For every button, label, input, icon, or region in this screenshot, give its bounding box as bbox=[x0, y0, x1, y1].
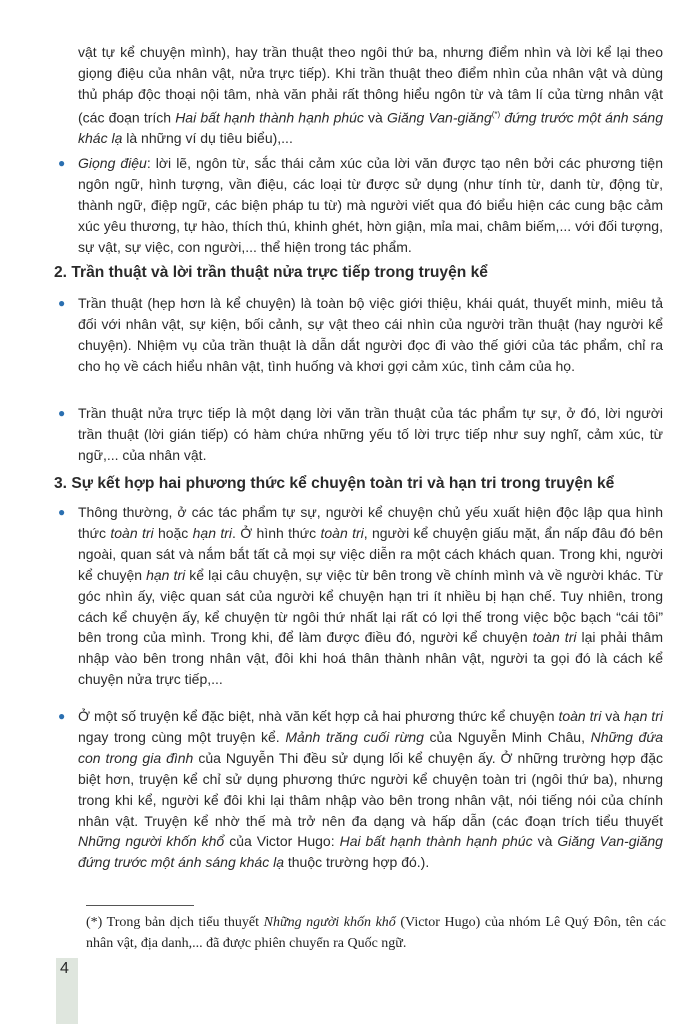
text-run: (Victor Hugo) của nhóm Lê Quý Đôn, tên các nhân vật, địa danh,... đã được phiên chuyển ra Quốc ngữ. bbox=[86, 915, 666, 951]
italic-term: toàn tri bbox=[320, 524, 364, 541]
text-run: và bbox=[363, 109, 387, 126]
italic-title: Giăng Van-giăng bbox=[386, 109, 492, 126]
section-2-bullet-2 bbox=[58, 403, 663, 466]
text-run: Thông thường, ở các tác phẩm tự sự, người kể chuyện chủ yếu xuất hiện độc lập qua hình thức bbox=[78, 504, 663, 541]
italic-title: Hai bất hạnh thành hạnh phúc bbox=[175, 109, 364, 126]
italic-title: Hai bất hạnh thành hạnh phúc bbox=[339, 833, 533, 850]
text-run: và bbox=[601, 708, 624, 724]
text-run: : lời lẽ, ngôn từ, sắc thái cảm xúc của lời văn được tạo nên bởi các phương tiện ngôn ngữ, hình tượng, vần điệu, các loại từ được sử dụng (như tính từ, danh từ, động từ, thành ngữ, điệp ngữ, các biện pháp tu từ) mà người viết qua đó biểu hiện các cung bậc cảm xúc yêu thương, tự hào, thích thú, khinh ghét, hờn giận, mỉa mai, châm biếm,... với đối tượng, sự vật, sự việc, con người,... thể hiện trong tác phẩm. bbox=[78, 155, 664, 255]
text-run: . Ở hình thức bbox=[232, 524, 321, 541]
bullet-icon: ● bbox=[58, 505, 66, 519]
text-run: vật tự kể chuyện mình), hay trần thuật theo ngôi thứ ba, nhưng điểm nhìn và lời kể lại theo giọng điệu của nhân vật, nửa trực tiếp). Khi trần thuật theo điểm nhìn của nhân vật và dùng thủ pháp độc thoại nội tâm, nhà văn phải rất thông hiểu ngôn từ và tâm lí của từng nhân vật (các đoạn trích bbox=[78, 44, 663, 126]
section-3-bullet-1 bbox=[58, 502, 663, 690]
page-number: 4 bbox=[60, 960, 69, 977]
footnote-divider bbox=[86, 905, 194, 906]
text-run: ngay trong cùng một truyện kể. bbox=[78, 728, 286, 745]
text-run: Trần thuật (hẹp hơn là kể chuyện) là toàn bộ việc giới thiệu, khái quát, thuyết minh, miêu tả đối với nhân vật, sự kiện, bối cảnh, sự vật theo cái nhìn của người trần thuật (hay người kể chuyện). Nhiệm vụ của trần thuật là dẫn dắt người đọc đi vào thế giới của tác phẩm, chỉ ra cho họ về cách hiểu nhân vật, tình huống và khơi gợi cảm xúc, tình cảm của họ. bbox=[78, 295, 663, 374]
section-2-heading: 2. Trần thuật và lời trần thuật nửa trực tiếp trong truyện kể bbox=[54, 264, 488, 281]
italic-title: Giăng Van-giăng đứng trước một ánh sáng khác lạ bbox=[78, 833, 663, 871]
italic-title: Mảnh trăng cuối rừng bbox=[285, 728, 424, 745]
italic-title: Những đứa con trong gia đình bbox=[78, 728, 664, 766]
italic-term: hạn tri bbox=[146, 566, 186, 583]
italic-term: hạn tri bbox=[192, 524, 232, 541]
text-run: , người kể chuyện giấu mặt, ẩn nấp đâu đó bên ngoài, quan sát và nắm bắt tất cả mọi sự việc diễn ra một cách khách quan. Trong khi, người kể chuyện bbox=[78, 524, 663, 583]
text-run: là những ví dụ tiêu biểu),... bbox=[122, 130, 293, 147]
italic-title: Những người khốn khổ bbox=[78, 833, 225, 850]
text-run: của Nguyễn Minh Châu, bbox=[423, 728, 591, 745]
bullet-icon: ● bbox=[58, 709, 66, 723]
text-run: hoặc bbox=[153, 524, 193, 541]
text-run: của Victor Hugo: bbox=[224, 833, 340, 850]
bullet-icon: ● bbox=[58, 406, 66, 420]
italic-term: toàn tri bbox=[110, 524, 154, 541]
italic-term: toàn tri bbox=[558, 708, 602, 724]
italic-title: đứng trước một ánh sáng khác lạ bbox=[78, 109, 663, 147]
bullet-giong-dieu bbox=[58, 153, 664, 258]
section-3-heading: 3. Sự kết hợp hai phương thức kể chuyện toàn tri và hạn tri trong truyện kể bbox=[54, 475, 615, 492]
bullet-icon: ● bbox=[58, 296, 66, 310]
footnote-marker: (*) bbox=[491, 109, 501, 119]
bullet-icon: ● bbox=[58, 156, 66, 170]
text-run: lại phải thâm nhập vào bên trong nhân vật, đôi khi hoá thân thành nhân vật, người ta gọi đó là cách kể chuyện nửa trực tiếp,... bbox=[78, 629, 663, 688]
italic-title: Những người khốn khổ bbox=[263, 915, 396, 930]
text-run: của Nguyễn Thi đều sử dụng lối kể chuyện ấy. Ở những trường hợp đặc biệt hơn, truyện kể chỉ sử dụng phương thức người kể chuyện toàn tri (ngôi thứ ba), nhưng trong khi kể, người kể đôi khi lại thâm nhập vào bên trong nhân vật, nói tiếng nói của chính nhân vật. Truyện kể nhờ thế mà trở nên đa dạng và hấp dẫn (các đoạn trích tiểu thuyết bbox=[78, 749, 663, 829]
text-run: Trần thuật nửa trực tiếp là một dạng lời văn trần thuật của tác phẩm tự sự, ở đó, lời người trần thuật (lời gián tiếp) có hàm chứa những yếu tố lời trực tiếp như suy nghĩ, cảm xúc, từ ngữ,... của nhân vật. bbox=[78, 405, 663, 463]
term: Giọng điệu bbox=[78, 155, 147, 171]
intro-paragraph bbox=[78, 42, 663, 149]
text-run: Ở một số truyện kể đặc biệt, nhà văn kết hợp cả hai phương thức kể chuyện bbox=[78, 708, 559, 724]
text-run: thuộc trường hợp đó.). bbox=[283, 854, 430, 871]
text-run: (*) Trong bản dịch tiểu thuyết bbox=[86, 915, 264, 930]
italic-term: hạn tri bbox=[624, 708, 663, 724]
footnote bbox=[86, 912, 666, 954]
text-run: và bbox=[532, 833, 558, 850]
text-run: kể lại câu chuyện, sự việc từ bên trong về chính mình và về người khác. Từ góc nhìn ấy, việc quan sát của người kể chuyện hạn tri ít nhiều bị hạn chế. Tuy nhiên, trong cách kể chuyện ấy, kể chuyện từ ngôi thứ nhất lại rất có lợi thế trong việc bộc bạch “cái tôi” bên trong của mình. Trong khi, để làm được điều đó, người kể chuyện bbox=[78, 566, 663, 646]
section-3-bullet-2 bbox=[58, 706, 664, 873]
section-2-bullet-1 bbox=[58, 293, 663, 377]
page-number-tab bbox=[56, 958, 78, 1024]
italic-term: toàn tri bbox=[532, 629, 577, 646]
